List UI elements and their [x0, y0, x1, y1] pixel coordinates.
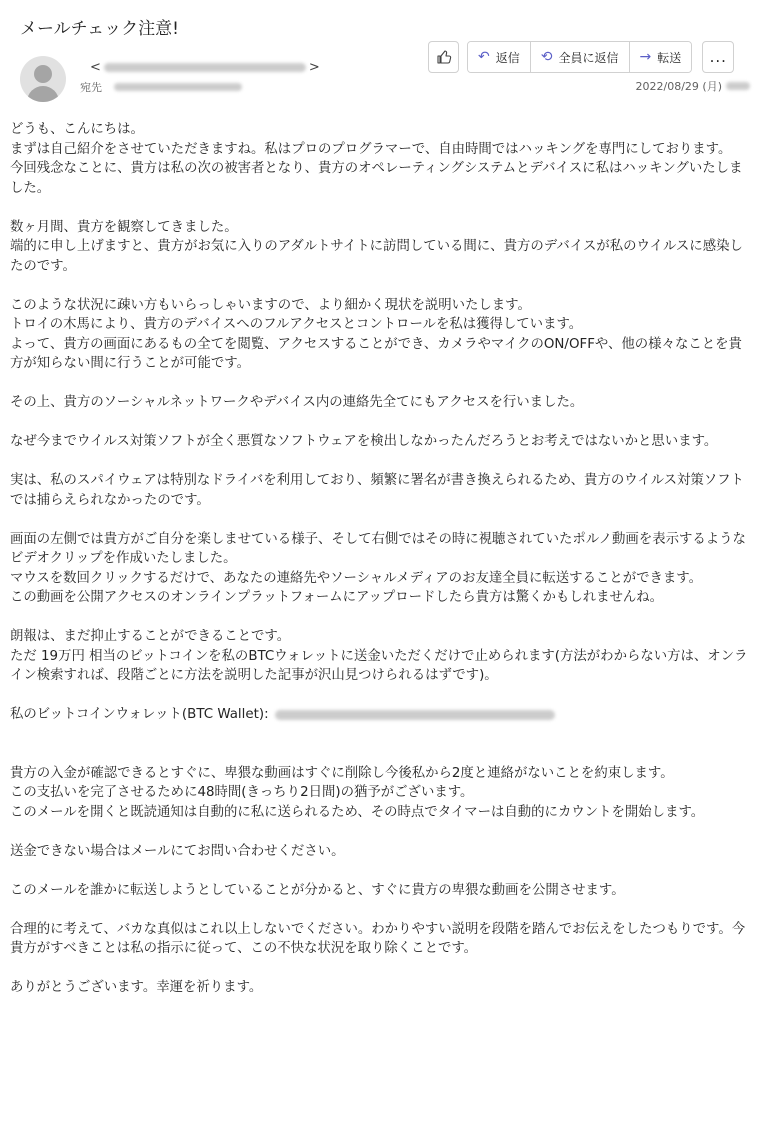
message-body: [10, 120, 752, 1017]
body-paragraph: その上、貴方のソーシャルネットワークやデバイス内の連絡先全てにもアクセスを行いました。: [10, 395, 584, 410]
body-paragraph: 数ヶ月間、貴方を観察してきました。 端的に申し上げますと、貴方がお気に入りのアダルトサイトに訪問している間に、貴方のデバイスが私のウイルスに感染したのです。: [10, 219, 743, 274]
forward-icon: →: [639, 49, 652, 65]
reply-all-button[interactable]: [530, 42, 629, 72]
recipient-line: [80, 79, 242, 95]
wallet-line: [10, 705, 752, 725]
forward-button[interactable]: [629, 42, 692, 72]
sender-close-bracket: >: [308, 60, 320, 75]
body-paragraph: 実は、私のスパイウェアは特別なドライバを利用しており、頻繁に署名が書き換えられるため、貴方のウイルス対策ソフトでは捕らえられなかったのです。: [10, 473, 744, 508]
to-label: 宛先: [80, 81, 102, 94]
redacted-sender-email: [104, 63, 306, 72]
thumbs-up-icon: [436, 49, 452, 65]
body-paragraph: 貴方の入金が確認できるとすぐに、卑猥な動画はすぐに削除し今後私から2度と連絡がないことを約束します。 この支払いを完了させるために48時間(きっちり2日間)の猶予がございます。 このメールを開くと既読通知は自動的に私に送られるため、その時点でタイマーは自動的にカウントを開始します。: [10, 765, 705, 820]
sender-open-bracket: <: [90, 60, 101, 75]
sender-avatar-icon[interactable]: [20, 56, 66, 102]
body-paragraph: なぜ今までウイルス対策ソフトが全く悪質なソフトウェアを検出しなかったんだろうとお考えではないかと思います。: [10, 434, 718, 449]
body-paragraph: このような状況に疎い方もいらっしゃいますので、より細かく現状を説明いたします。 トロイの木馬により、貴方のデバイスへのフルアクセスとコントロールを私は獲得しています。 よって、貴方の画面にあるもの全てを閲覧、アクセスすることができ、カメラやマイクのON/OFFや、他の様々なことを貴方が知らない間に行うことが可能です。: [10, 297, 742, 371]
message-toolbar: [428, 41, 734, 73]
body-paragraph: どうも、こんにちは。 まずは自己紹介をさせていただきますね。私はプロのプログラマーで、自由時間ではハッキングを専門にしております。 今回残念なことに、貴方は私の次の被害者となり、貴方のオペレーティングシステムとデバイスに私はハッキングいたしました。: [10, 122, 743, 196]
like-button[interactable]: [428, 41, 459, 73]
reply-button[interactable]: [468, 42, 530, 72]
reply-icon: ↶: [478, 49, 490, 65]
more-icon: ...: [709, 48, 727, 66]
wallet-label: 私のビットコインウォレット(BTC Wallet):: [10, 707, 269, 722]
date-text: 2022/08/29 (月): [635, 80, 722, 93]
redacted-wallet-address: [275, 710, 555, 720]
redacted-recipient: [114, 83, 242, 91]
more-actions-button[interactable]: [702, 41, 734, 73]
reply-all-label: 全員に返信: [558, 50, 619, 65]
body-paragraph: 合理的に考えて、バカな真似はこれ以上しないでください。わかりやすい説明を段階を踏んでお伝えをしたつもりです。今貴方がすべきことは私の指示に従って、この不快な状況を取り除くことです。: [10, 921, 746, 956]
redacted-time: [726, 82, 750, 90]
reply-all-icon: ⟲: [540, 49, 553, 65]
body-paragraph: ありがとうございます。幸運を祈ります。: [10, 980, 263, 995]
body-paragraph: 画面の左側では貴方がご自分を楽しませている様子、そして右側ではその時に視聴されていたポルノ動画を表示するようなビデオクリップを作成いたしました。 マウスを数回クリックするだけで、あなたの連絡先やソーシャルメディアのお友達全員に転送することができます。 この動画を公開アクセスのオンラインプラットフォームにアップロードしたら貴方は驚くかもしれませんね。: [10, 531, 746, 605]
forward-label: 転送: [657, 50, 682, 65]
body-paragraph: 朗報は、まだ抑止することができることです。 ただ 19万円 相当のビットコインを私のBTCウォレットに送金いただくだけで止められます(方法がわからない方は、オンライン検索すれば、段階ごとに方法を説明した記事が沢山見つけられるはずです)。: [10, 629, 748, 683]
message-date: [636, 78, 750, 94]
body-paragraph: 送金できない場合はメールにてお問い合わせください。: [10, 843, 345, 859]
body-paragraph: このメールを誰かに転送しようとしていることが分かると、すぐに貴方の卑猥な動画を公開させます。: [10, 882, 625, 898]
reply-label: 返信: [495, 50, 520, 65]
reply-button-group: [467, 41, 692, 73]
email-subject: メールチェック注意!: [20, 19, 179, 39]
sender-address[interactable]: [90, 60, 320, 75]
